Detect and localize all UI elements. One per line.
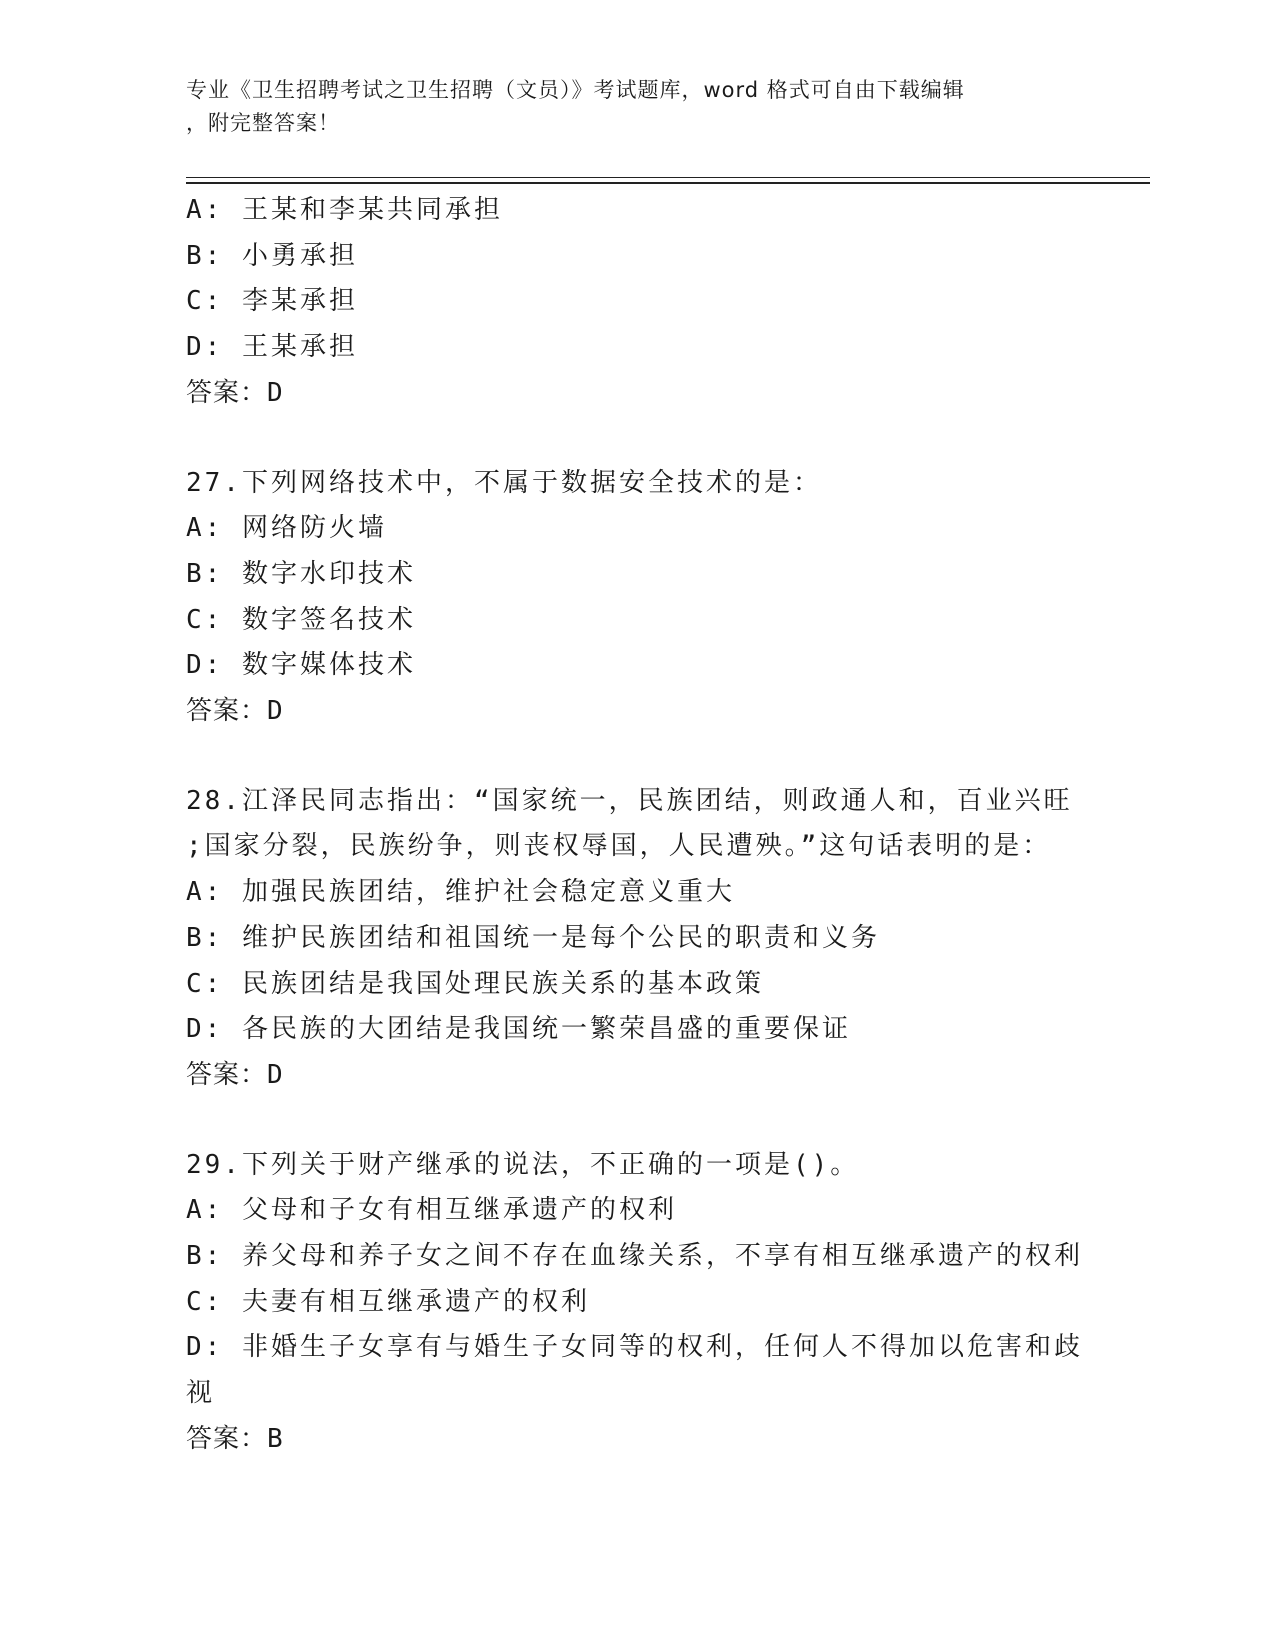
option-b: B: 小勇承担 [186, 240, 358, 271]
option-d-continued: 视 [186, 1378, 216, 1409]
question-block [186, 779, 1086, 1099]
option-b: B: 数字水印技术 [186, 558, 416, 589]
option-d: D: 数字媒体技术 [186, 650, 416, 681]
answer-value: D [267, 377, 284, 408]
answer-line [186, 1053, 1086, 1099]
answer-value: D [267, 696, 284, 727]
option-c: C: 夫妻有相互继承遗产的权利 [186, 1286, 590, 1317]
option-a: A: 王某和李某共同承担 [186, 195, 503, 225]
option-b: B: 养父母和养子女之间不存在血缘关系，不享有相互继承遗产的权利 [186, 1241, 1083, 1272]
answer-line [186, 1417, 1086, 1463]
question-list [186, 188, 1086, 1463]
question-block [186, 188, 1086, 417]
question-stem-continued: ;国家分裂，民族纷争，则丧权辱国，人民遭殃。”这句话表明的是： [186, 831, 1052, 862]
question-block [186, 461, 1086, 735]
header-line-1: 专业《卫生招聘考试之卫生招聘（文员）》考试题库，word 格式可自由下载编辑 [186, 78, 965, 102]
header-divider-thick [186, 182, 1150, 184]
answer-label: 答案： [186, 1423, 268, 1454]
header-divider-thin [186, 177, 1150, 178]
answer-label: 答案： [186, 377, 268, 408]
answer-line [186, 689, 1086, 735]
option-c: C: 民族团结是我国处理民族关系的基本政策 [186, 968, 764, 999]
option-d: D: 各民族的大团结是我国统一繁荣昌盛的重要保证 [186, 1014, 851, 1045]
option-a: A: 父母和子女有相互继承遗产的权利 [186, 1195, 677, 1226]
option-b: B: 维护民族团结和祖国统一是每个公民的职责和义务 [186, 922, 880, 953]
option-a: A: 加强民族团结，维护社会稳定意义重大 [186, 877, 735, 908]
answer-line [186, 371, 1086, 417]
question-block [186, 1143, 1086, 1463]
option-c: C: 李某承担 [186, 286, 358, 317]
question-stem: 28.江泽民同志指出：“国家统一，民族团结，则政通人和，百业兴旺 [186, 785, 1073, 816]
option-c: C: 数字签名技术 [186, 604, 416, 635]
answer-label: 答案： [186, 696, 268, 727]
option-d: D: 非婚生子女享有与婚生子女同等的权利，任何人不得加以危害和歧 [186, 1332, 1083, 1363]
answer-value: D [267, 1059, 284, 1090]
header-line-2: ，附完整答案！ [186, 111, 340, 135]
option-d: D: 王某承担 [186, 332, 358, 363]
question-stem: 29.下列关于财产继承的说法，不正确的一项是()。 [186, 1149, 860, 1180]
option-a: A: 网络防火墙 [186, 513, 387, 544]
question-stem: 27.下列网络技术中，不属于数据安全技术的是： [186, 467, 822, 498]
document-header [186, 74, 1066, 140]
answer-value: B [267, 1423, 284, 1454]
answer-label: 答案： [186, 1059, 268, 1090]
